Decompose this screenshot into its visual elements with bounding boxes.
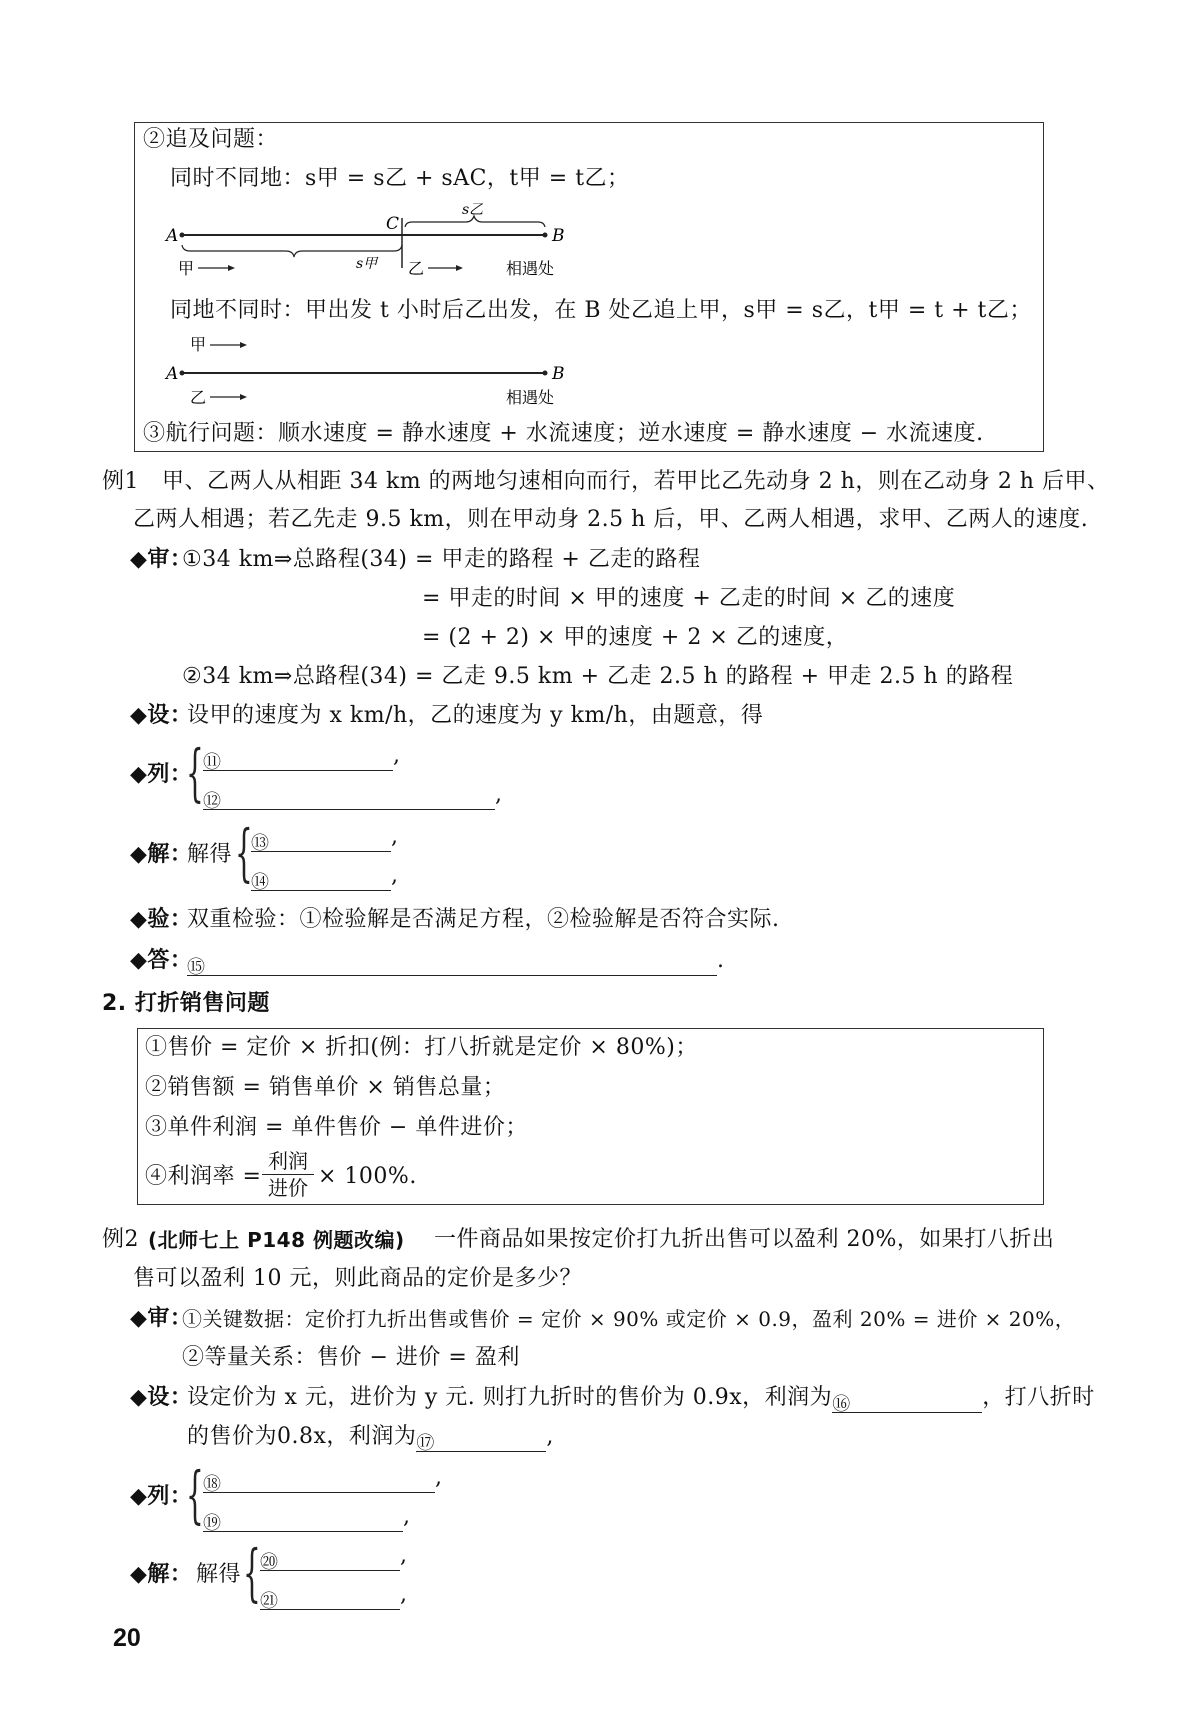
shen-line3: = (2 + 2) × 甲的速度 + 2 × 乙的速度， xyxy=(422,625,849,650)
box2-line4-pre: ④利润率 = xyxy=(145,1164,262,1189)
ex2-lie-brace: { xyxy=(186,1458,204,1531)
item-chase-title: ②追及问题： xyxy=(143,127,279,152)
box2-line1: ①售价 = 定价 × 折扣(例：打八折就是定价 × 80%)； xyxy=(145,1035,698,1060)
example-2-text-line2: 售可以盈利 10 元，则此商品的定价是多少？ xyxy=(133,1266,582,1291)
lie-brace: { xyxy=(186,736,204,809)
s-jia-label: s甲 xyxy=(356,256,378,272)
ex2-she-text: 设定价为 x 元，进价为 y 元. 则打九折时的售价为 0.9x，利润为 xyxy=(187,1385,833,1410)
s-yi-label: s乙 xyxy=(462,202,484,218)
answer-blank-21[interactable]: ㉑ xyxy=(260,1587,400,1610)
ex2-shen-line1: ①关键数据：定价打九折出售或售价 = 定价 × 90% 或定价 × 0.9，盈利 20% = 进价 × 20%， xyxy=(182,1307,1076,1331)
step-da-label: ◆答： xyxy=(130,948,193,973)
box2-line2: ②销售额 = 销售单价 × 销售总量； xyxy=(145,1075,506,1100)
chase-diagram-2 xyxy=(160,330,590,410)
meet-label: 相遇处 xyxy=(506,388,555,407)
ex2-she-text2: 的售价为0.8x，利润为 xyxy=(187,1424,417,1449)
example-1-text-line2: 乙两人相遇；若乙先走 9.5 km，则在甲动身 2.5 h 后，甲、乙两人相遇，求甲、乙两人的速度. xyxy=(133,507,1089,532)
yi-label: 乙 xyxy=(408,259,425,278)
step-yan-label: ◆验： xyxy=(130,907,193,932)
step-shen-label: ◆审： xyxy=(130,547,193,572)
shen-line1: ①34 km⇒总路程(34) = 甲走的路程 + 乙走的路程 xyxy=(182,547,701,572)
ex2-she-text-post: ，打八折时 xyxy=(982,1385,1095,1410)
answer-blank-18[interactable]: ⑱ xyxy=(203,1470,435,1493)
shen-line4: ②34 km⇒总路程(34) = 乙走 9.5 km + 乙走 2.5 h 的路程 + 甲走 2.5 h 的路程 xyxy=(182,664,1014,689)
chase-diagram-1 xyxy=(160,200,590,282)
point-b-label: B xyxy=(552,226,565,246)
point-a-label: A xyxy=(166,226,179,246)
da-line: ⑮ . xyxy=(187,948,725,978)
yan-line: 双重检验：①检验解是否满足方程，②检验解是否符合实际. xyxy=(187,907,780,932)
she-line: 设甲的速度为 x km/h，乙的速度为 y km/h，由题意，得 xyxy=(187,703,764,728)
ex2-step-shen-label: ◆审： xyxy=(130,1306,193,1331)
jie-text: 解得 xyxy=(187,842,233,867)
yi-label: 乙 xyxy=(190,388,207,407)
answer-blank-19[interactable]: ⑲ xyxy=(203,1509,403,1532)
lie-eq-1: ⑪ , xyxy=(203,743,401,773)
step-jie-label: ◆解： xyxy=(130,842,193,867)
example-2-text-line1: 一件商品如果按定价打九折出售可以盈利 20%，如果打八折出 xyxy=(434,1227,1055,1252)
box2-line4-post: × 100%. xyxy=(318,1164,417,1189)
answer-blank-17[interactable]: ⑰ xyxy=(416,1429,546,1452)
page-number: 20 xyxy=(113,1624,141,1652)
step-lie-label: ◆列： xyxy=(130,762,193,787)
answer-blank-12[interactable]: ⑫ xyxy=(203,787,495,810)
point-a-label: A xyxy=(166,364,179,384)
ex2-jie-val-1: ⑳ , xyxy=(260,1543,408,1573)
item-navigation: ③航行问题：顺水速度 = 静水速度 + 水流速度；逆水速度 = 静水速度 − 水流速度. xyxy=(143,421,984,446)
section-2-title: 2. 打折销售问题 xyxy=(102,991,270,1016)
step-she-label: ◆设： xyxy=(130,703,193,728)
ex2-lie-eq-1: ⑱ , xyxy=(203,1465,443,1495)
ex2-jie-brace: { xyxy=(243,1536,261,1609)
example-1-text-line1: 甲、乙两人从相距 34 km 的两地匀速相向而行，若甲比乙先动身 2 h，则在乙动身 2 h 后甲、 xyxy=(162,469,1110,494)
ex2-step-lie-label: ◆列： xyxy=(130,1484,193,1509)
ex2-shen-line2: ②等量关系：售价 − 进价 = 盈利 xyxy=(182,1345,520,1370)
jie-val-2: ⑭ , xyxy=(251,863,399,893)
ex2-step-she-label: ◆设： xyxy=(130,1385,193,1410)
meet-label: 相遇处 xyxy=(506,259,555,278)
answer-blank-20[interactable]: ⑳ xyxy=(260,1548,400,1571)
ex2-lie-eq-2: ⑲ , xyxy=(203,1504,411,1534)
jia-label: 甲 xyxy=(178,259,195,278)
ex2-she-line2: 的售价为0.8x，利润为⑰ , xyxy=(187,1424,554,1454)
answer-blank-13[interactable]: ⑬ xyxy=(251,829,391,852)
point-c-label: C xyxy=(386,214,400,234)
example-2-source: (北师七上 P148 例题改编) xyxy=(148,1228,405,1252)
jie-brace: { xyxy=(235,816,253,889)
example-1-label: 例1 xyxy=(102,469,139,494)
point-b-label: B xyxy=(552,364,565,384)
jia-label: 甲 xyxy=(190,335,207,354)
ex2-step-jie-label: ◆解： xyxy=(130,1562,193,1587)
answer-blank-11[interactable]: ⑪ xyxy=(203,748,393,771)
example-2-label: 例2 xyxy=(102,1227,139,1252)
fraction-numerator: 利润 xyxy=(262,1148,314,1175)
lie-eq-2: ⑫ , xyxy=(203,782,503,812)
chase-same-place: 同地不同时：甲出发 t 小时后乙出发，在 B 处乙追上甲，s甲 = s乙，t甲 = t + t乙； xyxy=(170,298,1032,323)
jie-val-1: ⑬ , xyxy=(251,824,399,854)
chase-diff-place: 同时不同地：s甲 = s乙 + sAC，t甲 = t乙； xyxy=(170,166,630,191)
ex2-jie-text: 解得 xyxy=(196,1562,242,1587)
box2-line3: ③单件利润 = 单件售价 − 单件进价； xyxy=(145,1115,528,1140)
profit-rate-fraction xyxy=(262,1148,314,1201)
answer-blank-16[interactable]: ⑯ xyxy=(832,1390,982,1413)
ex2-jie-val-2: ㉑ , xyxy=(260,1582,408,1612)
answer-blank-15[interactable]: ⑮ xyxy=(187,953,717,976)
fraction-denominator: 进价 xyxy=(268,1176,308,1200)
ex2-she-line1 xyxy=(187,1383,1095,1413)
answer-blank-14[interactable]: ⑭ xyxy=(251,868,391,891)
shen-line2: = 甲走的时间 × 甲的速度 + 乙走的时间 × 乙的速度 xyxy=(422,586,956,611)
